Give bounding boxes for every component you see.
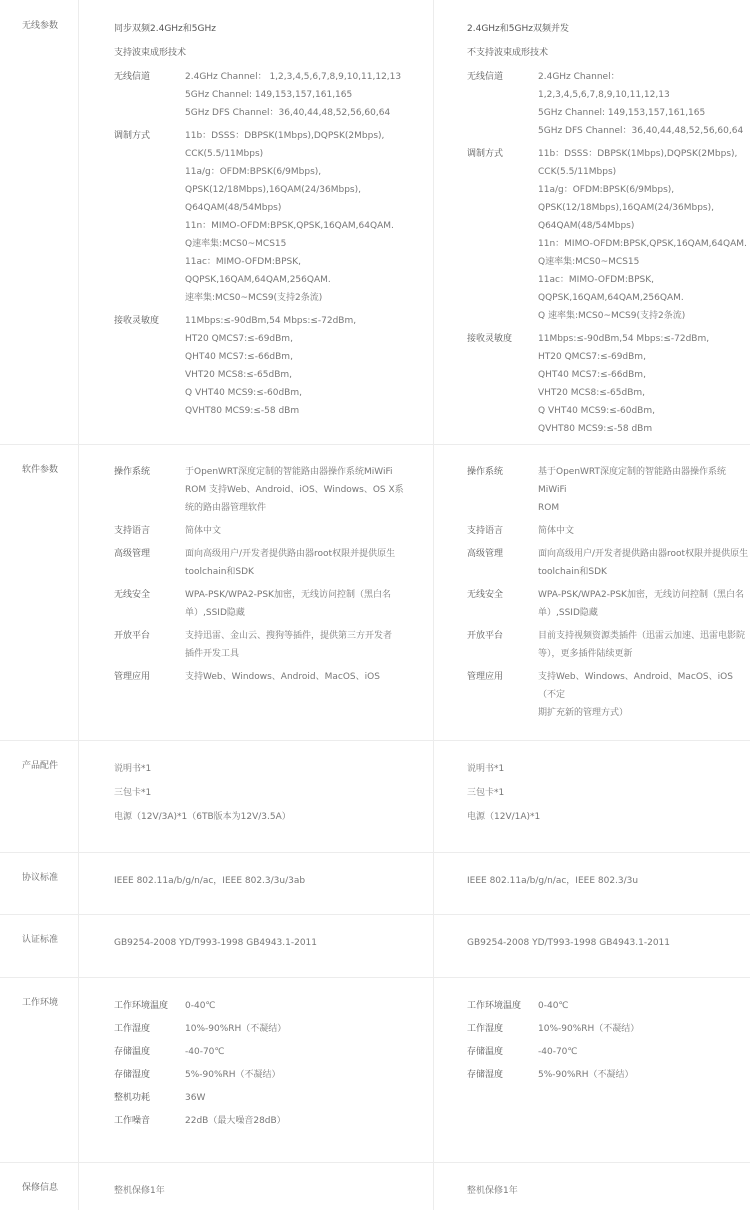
spec-key: 调制方式 [114, 131, 151, 141]
wireless-col-b [467, 20, 749, 443]
spec-key: 工作环境温度 [114, 1001, 169, 1011]
spec-row [467, 1020, 749, 1038]
spec-value: 0-40℃ [185, 1001, 216, 1011]
spec-key: 存储温度 [114, 1047, 151, 1057]
accessories-col-a [114, 760, 424, 832]
spec-row [114, 1043, 424, 1061]
spec-value: WPA-PSK/WPA2-PSK加密，无线访问控制（黑白名 单）,SSID隐藏 [185, 590, 391, 618]
spec-value: 支持Web、Windows、Android、MacOS、iOS（不定 期扩充新的管理方式） [538, 672, 733, 718]
spec-value: 0-40℃ [538, 1001, 569, 1011]
spec-key: 操作系统 [467, 467, 504, 477]
spec-key: 无线安全 [114, 590, 151, 600]
spec-key: 开放平台 [467, 631, 504, 641]
accessory-item: 三包卡*1 [114, 788, 152, 798]
spec-key: 存储湿度 [114, 1070, 151, 1080]
spec-row [467, 145, 749, 325]
protocol-text: IEEE 802.11a/b/g/n/ac，IEEE 802.3/3u [467, 876, 639, 886]
spec-key: 操作系统 [114, 467, 151, 477]
spec-value: 22dB（最大噪音28dB） [185, 1116, 286, 1126]
section-protocol [0, 852, 750, 915]
spec-value: 2.4GHz Channel： 1,2,3,4,5,6,7,8,9,10,11,12,13 5GHz Channel: 149,153,157,161,165 5GHz DFS Channel：36,40,44,48,52,56,60,64 [185, 72, 402, 118]
section-label: 无线参数 [22, 21, 59, 31]
spec-value: 10%-90%RH（不凝结） [538, 1024, 640, 1034]
spec-row [114, 312, 424, 420]
spec-row [114, 68, 424, 122]
section-software [0, 444, 750, 741]
spec-key: 开放平台 [114, 631, 151, 641]
accessory-item: 说明书*1 [467, 764, 505, 774]
spec-key: 管理应用 [114, 672, 151, 682]
spec-key: 支持语言 [467, 526, 504, 536]
spec-row [114, 127, 424, 307]
spec-row [467, 463, 749, 517]
spec-value: WPA-PSK/WPA2-PSK加密，无线访问控制（黑白名 单）,SSID隐藏 [538, 590, 744, 618]
spec-row [467, 545, 749, 581]
beam-text: 支持波束成形技术 [114, 48, 187, 58]
section-accessories [0, 740, 750, 853]
spec-value: 于OpenWRT深度定制的智能路由器操作系统MiWiFi ROM 支持Web、Android、iOS、Windows、OS X系 统的路由器管理软件 [185, 467, 404, 513]
spec-row [114, 627, 424, 663]
spec-row [467, 1066, 749, 1084]
spec-key: 工作噪音 [114, 1116, 151, 1126]
band-text: 同步双频2.4GHz和5GHz [114, 24, 216, 34]
spec-key: 存储温度 [467, 1047, 504, 1057]
spec-key: 高级管理 [467, 549, 504, 559]
spec-key: 工作环境温度 [467, 1001, 522, 1011]
section-warranty [0, 1162, 750, 1210]
section-label: 产品配件 [22, 761, 59, 771]
beam-text: 不支持波束成形技术 [467, 48, 549, 58]
spec-row [114, 1112, 424, 1130]
section-label: 软件参数 [22, 465, 59, 475]
spec-key: 管理应用 [467, 672, 504, 682]
spec-value: 简体中文 [185, 526, 222, 536]
protocol-text: IEEE 802.11a/b/g/n/ac，IEEE 802.3/3u/3ab [114, 876, 306, 886]
spec-key: 工作湿度 [467, 1024, 504, 1034]
wireless-col-a [114, 20, 424, 425]
spec-row [114, 1089, 424, 1107]
section-label: 工作环境 [22, 998, 59, 1008]
spec-row [114, 545, 424, 581]
spec-key: 整机功耗 [114, 1093, 151, 1103]
spec-value: 2.4GHz Channel： 1,2,3,4,5,6,7,8,9,10,11,12,13 5GHz Channel: 149,153,157,161,165 5GHz DFS Channel：36,40,44,48,52,56,60,64 [538, 72, 744, 136]
spec-value: 面向高级用户/开发者提供路由器root权限并提供原生 toolchain和SDK [538, 549, 749, 577]
section-env [0, 977, 750, 1163]
spec-row [114, 997, 424, 1015]
spec-value: 5%-90%RH（不凝结） [538, 1070, 634, 1080]
spec-value: -40-70℃ [185, 1047, 225, 1057]
spec-value: 10%-90%RH（不凝结） [185, 1024, 287, 1034]
spec-row [114, 463, 424, 517]
cert-text: GB9254-2008 YD/T993-1998 GB4943.1-2011 [114, 938, 318, 948]
spec-row [114, 668, 424, 686]
spec-row [467, 627, 749, 663]
band-text: 2.4GHz和5GHz双频并发 [467, 24, 569, 34]
spec-value: 支持迅雷、金山云、搜狗等插件，提供第三方开发者 插件开发工具 [185, 631, 393, 659]
accessory-item: 电源（12V/3A)*1（6TB版本为12V/3.5A） [114, 812, 291, 822]
spec-value: 5%-90%RH（不凝结） [185, 1070, 281, 1080]
spec-row [467, 522, 749, 540]
spec-row [114, 1066, 424, 1084]
spec-value: 11b：DSSS：DBPSK(1Mbps),DQPSK(2Mbps), CCK(5.5/11Mbps) 11a/g：OFDM:BPSK(6/9Mbps), QPSK(12/18Mbps),16QAM(24/36Mbps), Q64QAM(48/54Mbps) 11n：MIMO-OFDM:BPSK,QPSK,16QAM,64QAM. Q速率集:MCS0~MCS15 11ac：MIMO-OFDM:BPSK, QQPSK,16QAM,64QAM,256QAM. Q 速率集:MCS0~MCS9(支持2条流) [538, 149, 747, 321]
spec-row [467, 586, 749, 622]
spec-value: 简体中文 [538, 526, 575, 536]
spec-value: 基于OpenWRT深度定制的智能路由器操作系统MiWiFi ROM [538, 467, 727, 513]
spec-key: 无线信道 [114, 72, 151, 82]
spec-value: 36W [185, 1093, 206, 1103]
accessories-col-b [467, 760, 749, 832]
spec-value: 11Mbps:≤-90dBm,54 Mbps:≤-72dBm, HT20 QMCS7:≤-69dBm, QHT40 MCS7:≤-66dBm, VHT20 MCS8:≤-65dBm, Q VHT40 MCS9:≤-60dBm, QVHT80 MCS9:≤-58 dBm [538, 334, 710, 434]
spec-key: 存储湿度 [467, 1070, 504, 1080]
spec-row [467, 1043, 749, 1061]
spec-key: 支持语言 [114, 526, 151, 536]
warranty-text: 整机保修1年 [467, 1186, 518, 1196]
spec-key: 无线信道 [467, 72, 504, 82]
section-wireless [0, 0, 750, 445]
spec-row [114, 1020, 424, 1038]
software-col-b [467, 463, 749, 727]
spec-value: 面向高级用户/开发者提供路由器root权限并提供原生 toolchain和SDK [185, 549, 396, 577]
spec-row [467, 330, 749, 438]
warranty-text: 整机保修1年 [114, 1186, 165, 1196]
env-col-b [467, 997, 749, 1089]
spec-key: 无线安全 [467, 590, 504, 600]
env-col-a [114, 997, 424, 1135]
spec-key: 工作湿度 [114, 1024, 151, 1034]
spec-row [467, 997, 749, 1015]
spec-row [114, 522, 424, 540]
spec-value: -40-70℃ [538, 1047, 578, 1057]
section-label: 认证标准 [22, 935, 59, 945]
section-cert [0, 914, 750, 978]
cert-text: GB9254-2008 YD/T993-1998 GB4943.1-2011 [467, 938, 671, 948]
spec-key: 调制方式 [467, 149, 504, 159]
spec-row [114, 586, 424, 622]
spec-key: 接收灵敏度 [467, 334, 513, 344]
spec-key: 接收灵敏度 [114, 316, 160, 326]
software-col-a [114, 463, 424, 691]
accessory-item: 说明书*1 [114, 764, 152, 774]
accessory-item: 电源（12V/1A)*1 [467, 812, 541, 822]
section-label: 协议标准 [22, 873, 59, 883]
spec-row [467, 68, 749, 140]
spec-value: 支持Web、Windows、Android、MacOS、iOS [185, 672, 380, 682]
spec-key: 高级管理 [114, 549, 151, 559]
spec-value: 11b：DSSS：DBPSK(1Mbps),DQPSK(2Mbps), CCK(5.5/11Mbps) 11a/g：OFDM:BPSK(6/9Mbps), QPSK(12/18Mbps),16QAM(24/36Mbps), Q64QAM(48/54Mbps) 11n：MIMO-OFDM:BPSK,QPSK,16QAM,64QAM. Q速率集:MCS0~MCS15 11ac：MIMO-OFDM:BPSK, QQPSK,16QAM,64QAM,256QAM. 速率集:MCS0~MCS9(支持2条流) [185, 131, 394, 303]
spec-value: 目前支持视频资源类插件（迅雷云加速、迅雷电影院 等），更多插件陆续更新 [538, 631, 746, 659]
spec-value: 11Mbps:≤-90dBm,54 Mbps:≤-72dBm, HT20 QMCS7:≤-69dBm, QHT40 MCS7:≤-66dBm, VHT20 MCS8:≤-65dBm, Q VHT40 MCS9:≤-60dBm, QVHT80 MCS9:≤-58 dBm [185, 316, 357, 416]
spec-row [467, 668, 749, 722]
accessory-item: 三包卡*1 [467, 788, 505, 798]
section-label: 保修信息 [22, 1183, 59, 1193]
